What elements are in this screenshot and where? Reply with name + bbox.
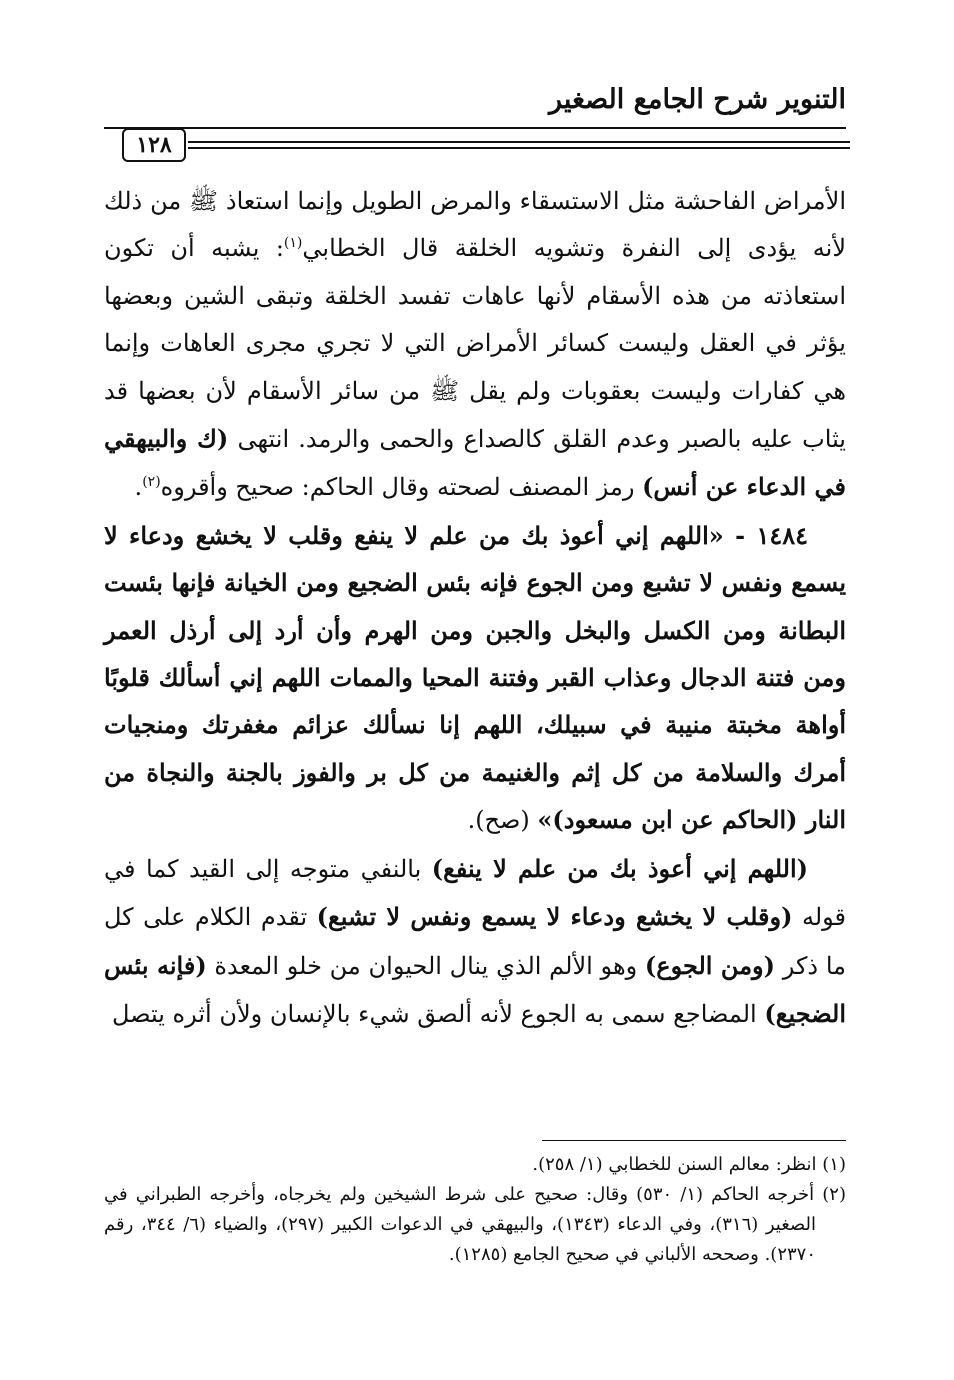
text-run: وهو الألم الذي ينال الحيوان من خلو المعدة: [206, 951, 645, 980]
running-header-title: التنوير شرح الجامع الصغير: [549, 84, 846, 115]
hadith-text: «اللهم إني أعوذ بك من علم لا ينفع وقلب لا يخشع ودعاء لا يسمع ونفس لا تشبع ومن الجوع فإنه بئس الضجيع ومن الخيانة فإنها بئست البطانة ومن الكسل والبخل والجبن ومن الهرم وأن أرد إلى أرذل العمر ومن فتنة الدجال وعذاب القبر وفتنة المحيا والممات اللهم إني أسألك قلوبًا أواهة مخبتة منيبة في سبيلك، اللهم إنا نسألك عزائم مغفرتك ومنجيات أمرك والسلامة من كل إثم والغنيمة من كل بر والفوز بالجنة والنجاة من النار (الحاكم عن ابن مسعود)»: [104, 520, 847, 835]
text-run: رمز المصنف لصحته وقال الحاكم: صحيح وأقروه: [160, 473, 643, 502]
text-run: : يشبه أن تكون استعاذته من هذه الأسقام لأنها عاهات تفسد الخلقة وتبقى الشين وبعضها يؤثر في العقل وليست كسائر الأمراض التي لا تجري مجرى العاهات وإنما هي كفارات وليست بعقوبات ولم يقل ﷺ من سائر الأسقام لأن بعضها قد يثاب عليه بالصبر وعدم القلق كالصداع والحمى والرمد. انتهى: [104, 234, 846, 454]
footnotes: [104, 1150, 846, 1270]
hadith-paragraph: [104, 512, 846, 845]
quoted-phrase: (فإنه بئس الضجيع): [104, 950, 846, 1028]
footnote-ref-2: (٢): [142, 474, 161, 491]
footnote-separator: [542, 1140, 846, 1141]
source-reference: (ك والبيهقي في الدعاء عن أنس): [104, 424, 846, 502]
page-number-row: [108, 126, 850, 166]
text-run: .: [134, 473, 143, 502]
hadith-grade: (صح).: [467, 806, 538, 835]
quoted-phrase: (ومن الجوع): [644, 950, 776, 980]
main-text: [104, 178, 846, 1038]
quoted-phrase: (وقلب لا يخشع ودعاء لا يسمع ونفس لا تشبع): [316, 902, 793, 932]
paragraph-commentary-1: [104, 178, 846, 512]
paragraph-commentary-2: [104, 845, 846, 1039]
hadith-number: ١٤٨٤ -: [723, 520, 809, 550]
double-rule-top: [188, 141, 850, 143]
footnote-ref-1: (١): [283, 235, 303, 252]
quoted-phrase: (اللهم إني أعوذ بك من علم لا ينفع): [431, 853, 808, 883]
text-run: الأمراض الفاحشة مثل الاستسقاء والمرض الطويل وإنما استعاذ ﷺ من ذلك لأنه يؤدى إلى النفرة وتشويه الخلقة قال الخطابي: [104, 187, 847, 263]
text-run: بالنفي متوجه إلى القيد كما في قوله: [104, 854, 847, 932]
footnote-1: (١) انظر: معالم السنن للخطابي (١/ ٢٥٨).: [532, 1154, 846, 1175]
page-number: ١٢٨: [122, 128, 186, 162]
footnote-2: (٢) أخرجه الحاكم (١/ ٥٣٠) وقال: صحيح على شرط الشيخين ولم يخرجاه، وأخرجه الطبراني في الصغير (٣١٦)، وفي الدعاء (١٣٤٣)، والبيهقي في الدعوات الكبير (٢٩٧)، والضياء (٦/ ٣٤٤، رقم ٢٣٧٠). وصححه الألباني في صحيح الجامع (١٢٨٥).: [104, 1184, 846, 1265]
text-run: المضاجع سمى به الجوع لأنه ألصق شيء بالإنسان ولأن أثره يتصل: [111, 999, 765, 1028]
text-run: تقدم الكلام على كل ما ذكر: [104, 903, 847, 980]
double-rule-bottom: [188, 147, 850, 149]
